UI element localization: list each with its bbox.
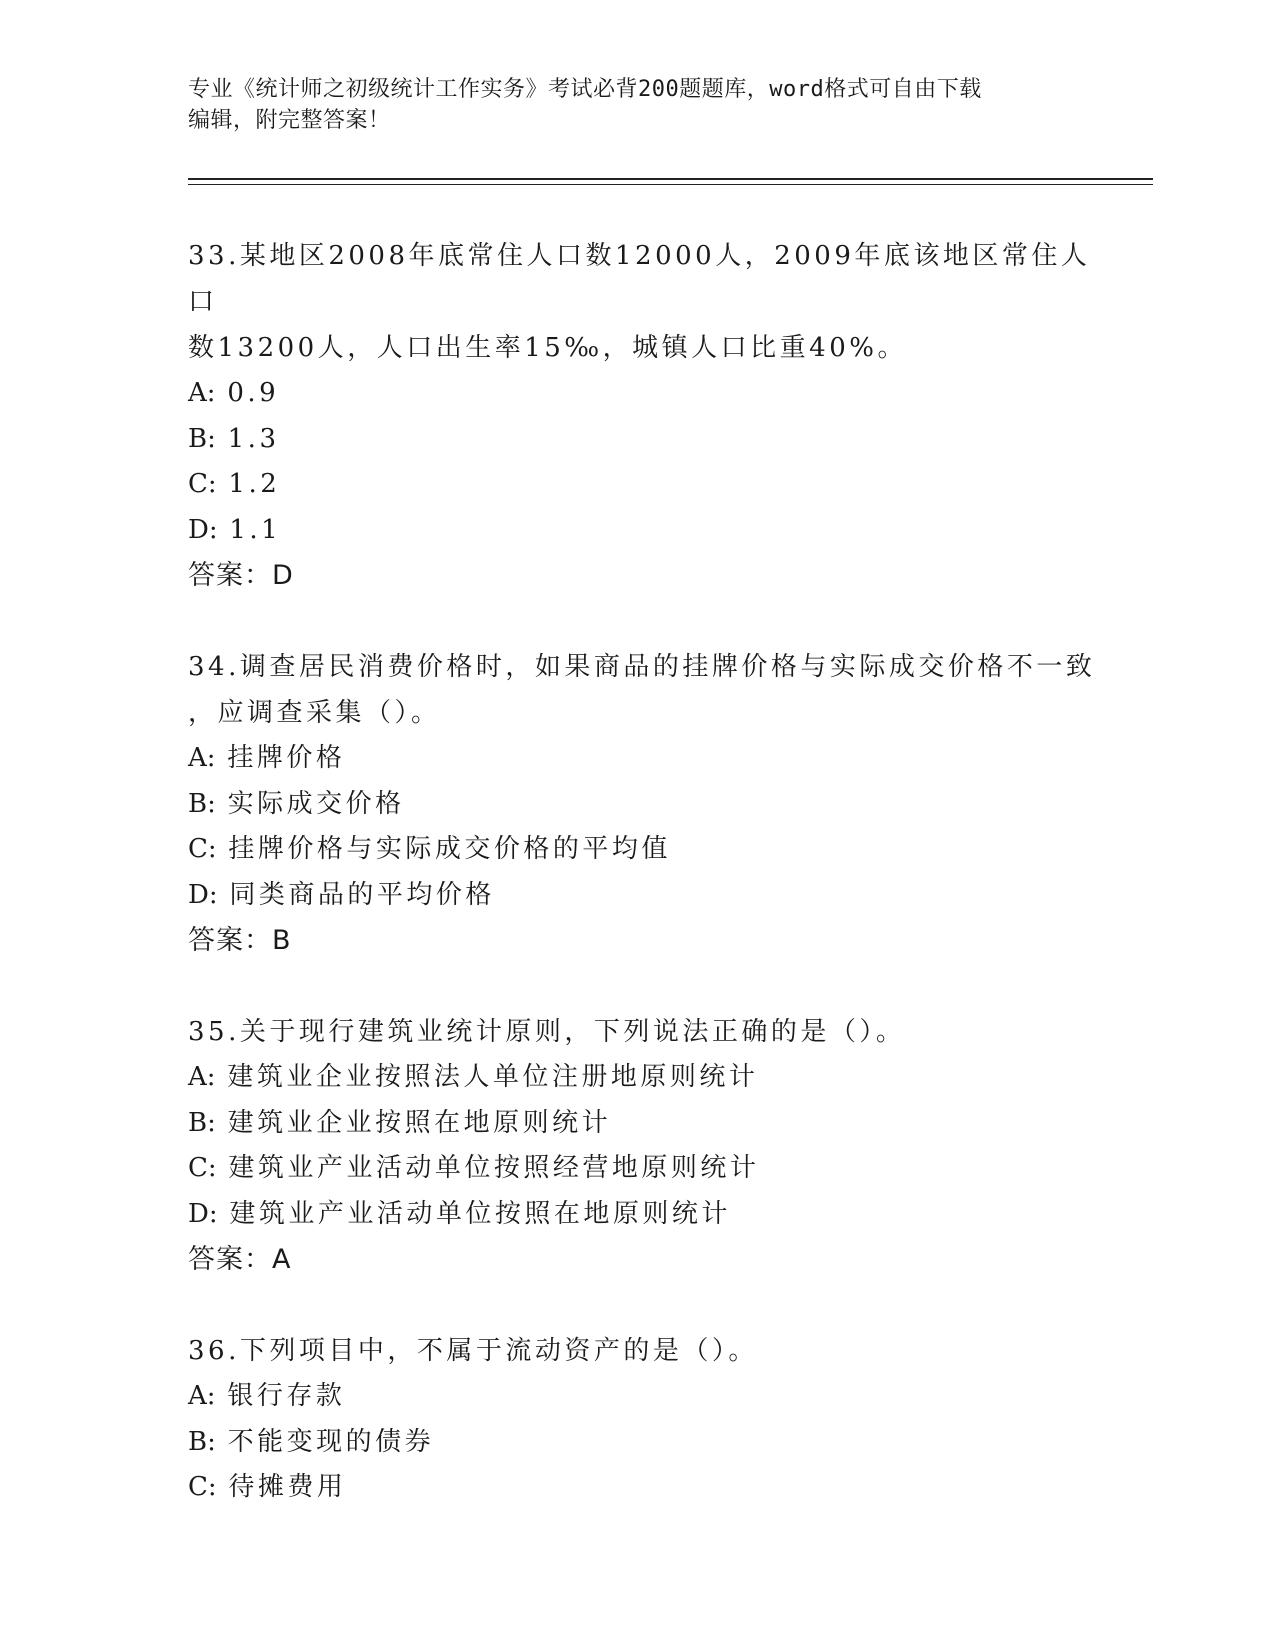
header-line-1: 专业《统计师之初级统计工作实务》考试必背200题题库，word格式可自由下载 xyxy=(188,77,982,102)
option-letter: A: xyxy=(188,1381,216,1411)
option-text: 同类商品的平均价格 xyxy=(229,879,495,910)
option-text: 0.9 xyxy=(227,378,280,408)
document-header xyxy=(188,74,1068,136)
header-divider-top xyxy=(188,178,1153,180)
option-text: 建筑业产业活动单位按照在地原则统计 xyxy=(229,1198,731,1229)
option-text: 不能变现的债券 xyxy=(227,1426,435,1457)
option-text: 银行存款 xyxy=(227,1381,346,1411)
option-text: 挂牌价格与实际成交价格的平均值 xyxy=(228,834,671,864)
option-letter: C: xyxy=(188,469,217,499)
option-a xyxy=(188,1374,1108,1420)
option-a xyxy=(188,736,1108,782)
question-text-line: 35.关于现行建筑业统计原则，下列说法正确的是（）。 xyxy=(188,1017,906,1047)
option-letter: C: xyxy=(188,1153,217,1183)
option-letter: B: xyxy=(188,1426,216,1457)
question-36 xyxy=(188,1328,1108,1511)
option-d xyxy=(188,873,1108,919)
question-text-line: 数13200人，人口出生率15‰，城镇人口比重40%。 xyxy=(188,333,907,363)
option-text: 建筑业企业按照在地原则统计 xyxy=(227,1107,612,1138)
option-b xyxy=(188,417,1108,463)
option-letter: D: xyxy=(188,514,218,545)
option-c xyxy=(188,827,1108,873)
answer-line: 答案：A xyxy=(188,1244,292,1275)
option-b xyxy=(188,1420,1108,1466)
question-text-line: 34.调查居民消费价格时，如果商品的挂牌价格与实际成交价格不一致 xyxy=(188,652,1096,682)
option-d xyxy=(188,508,1108,554)
option-letter: A: xyxy=(188,1062,216,1092)
option-text: 1.1 xyxy=(229,514,282,545)
option-letter: B: xyxy=(188,1107,216,1138)
question-list xyxy=(188,233,1108,1556)
option-letter: D: xyxy=(188,1198,218,1229)
option-c xyxy=(188,1465,1108,1511)
header-divider-bottom xyxy=(188,184,1153,185)
header-line-2: 编辑，附完整答案！ xyxy=(188,108,391,133)
question-35 xyxy=(188,1009,1108,1283)
answer-line: 答案：D xyxy=(188,560,294,591)
option-c xyxy=(188,462,1108,508)
option-b xyxy=(188,1101,1108,1147)
option-b xyxy=(188,782,1108,828)
option-text: 挂牌价格 xyxy=(227,743,346,773)
option-letter: D: xyxy=(188,879,218,910)
option-letter: C: xyxy=(188,834,217,864)
question-text-line: 36.下列项目中，不属于流动资产的是（）。 xyxy=(188,1336,758,1366)
option-letter: B: xyxy=(188,423,216,454)
question-text-line: 33.某地区2008年底常住人口数12000人，2009年底该地区常住人口 xyxy=(188,241,1091,317)
option-letter: B: xyxy=(188,788,216,819)
option-text: 1.3 xyxy=(227,423,280,454)
option-letter: C: xyxy=(188,1472,217,1502)
option-a xyxy=(188,371,1108,417)
question-34 xyxy=(188,644,1108,964)
question-text-line: ，应调查采集（）。 xyxy=(188,698,441,728)
answer-line: 答案：B xyxy=(188,925,292,956)
question-33 xyxy=(188,233,1108,599)
option-text: 建筑业企业按照法人单位注册地原则统计 xyxy=(227,1062,759,1092)
option-c xyxy=(188,1146,1108,1192)
option-d xyxy=(188,1192,1108,1238)
option-letter: A: xyxy=(188,378,216,408)
option-text: 建筑业产业活动单位按照经营地原则统计 xyxy=(228,1153,760,1183)
option-text: 待摊费用 xyxy=(228,1472,347,1502)
option-letter: A: xyxy=(188,743,216,773)
option-text: 实际成交价格 xyxy=(227,788,405,819)
option-a xyxy=(188,1055,1108,1101)
option-text: 1.2 xyxy=(228,469,281,499)
